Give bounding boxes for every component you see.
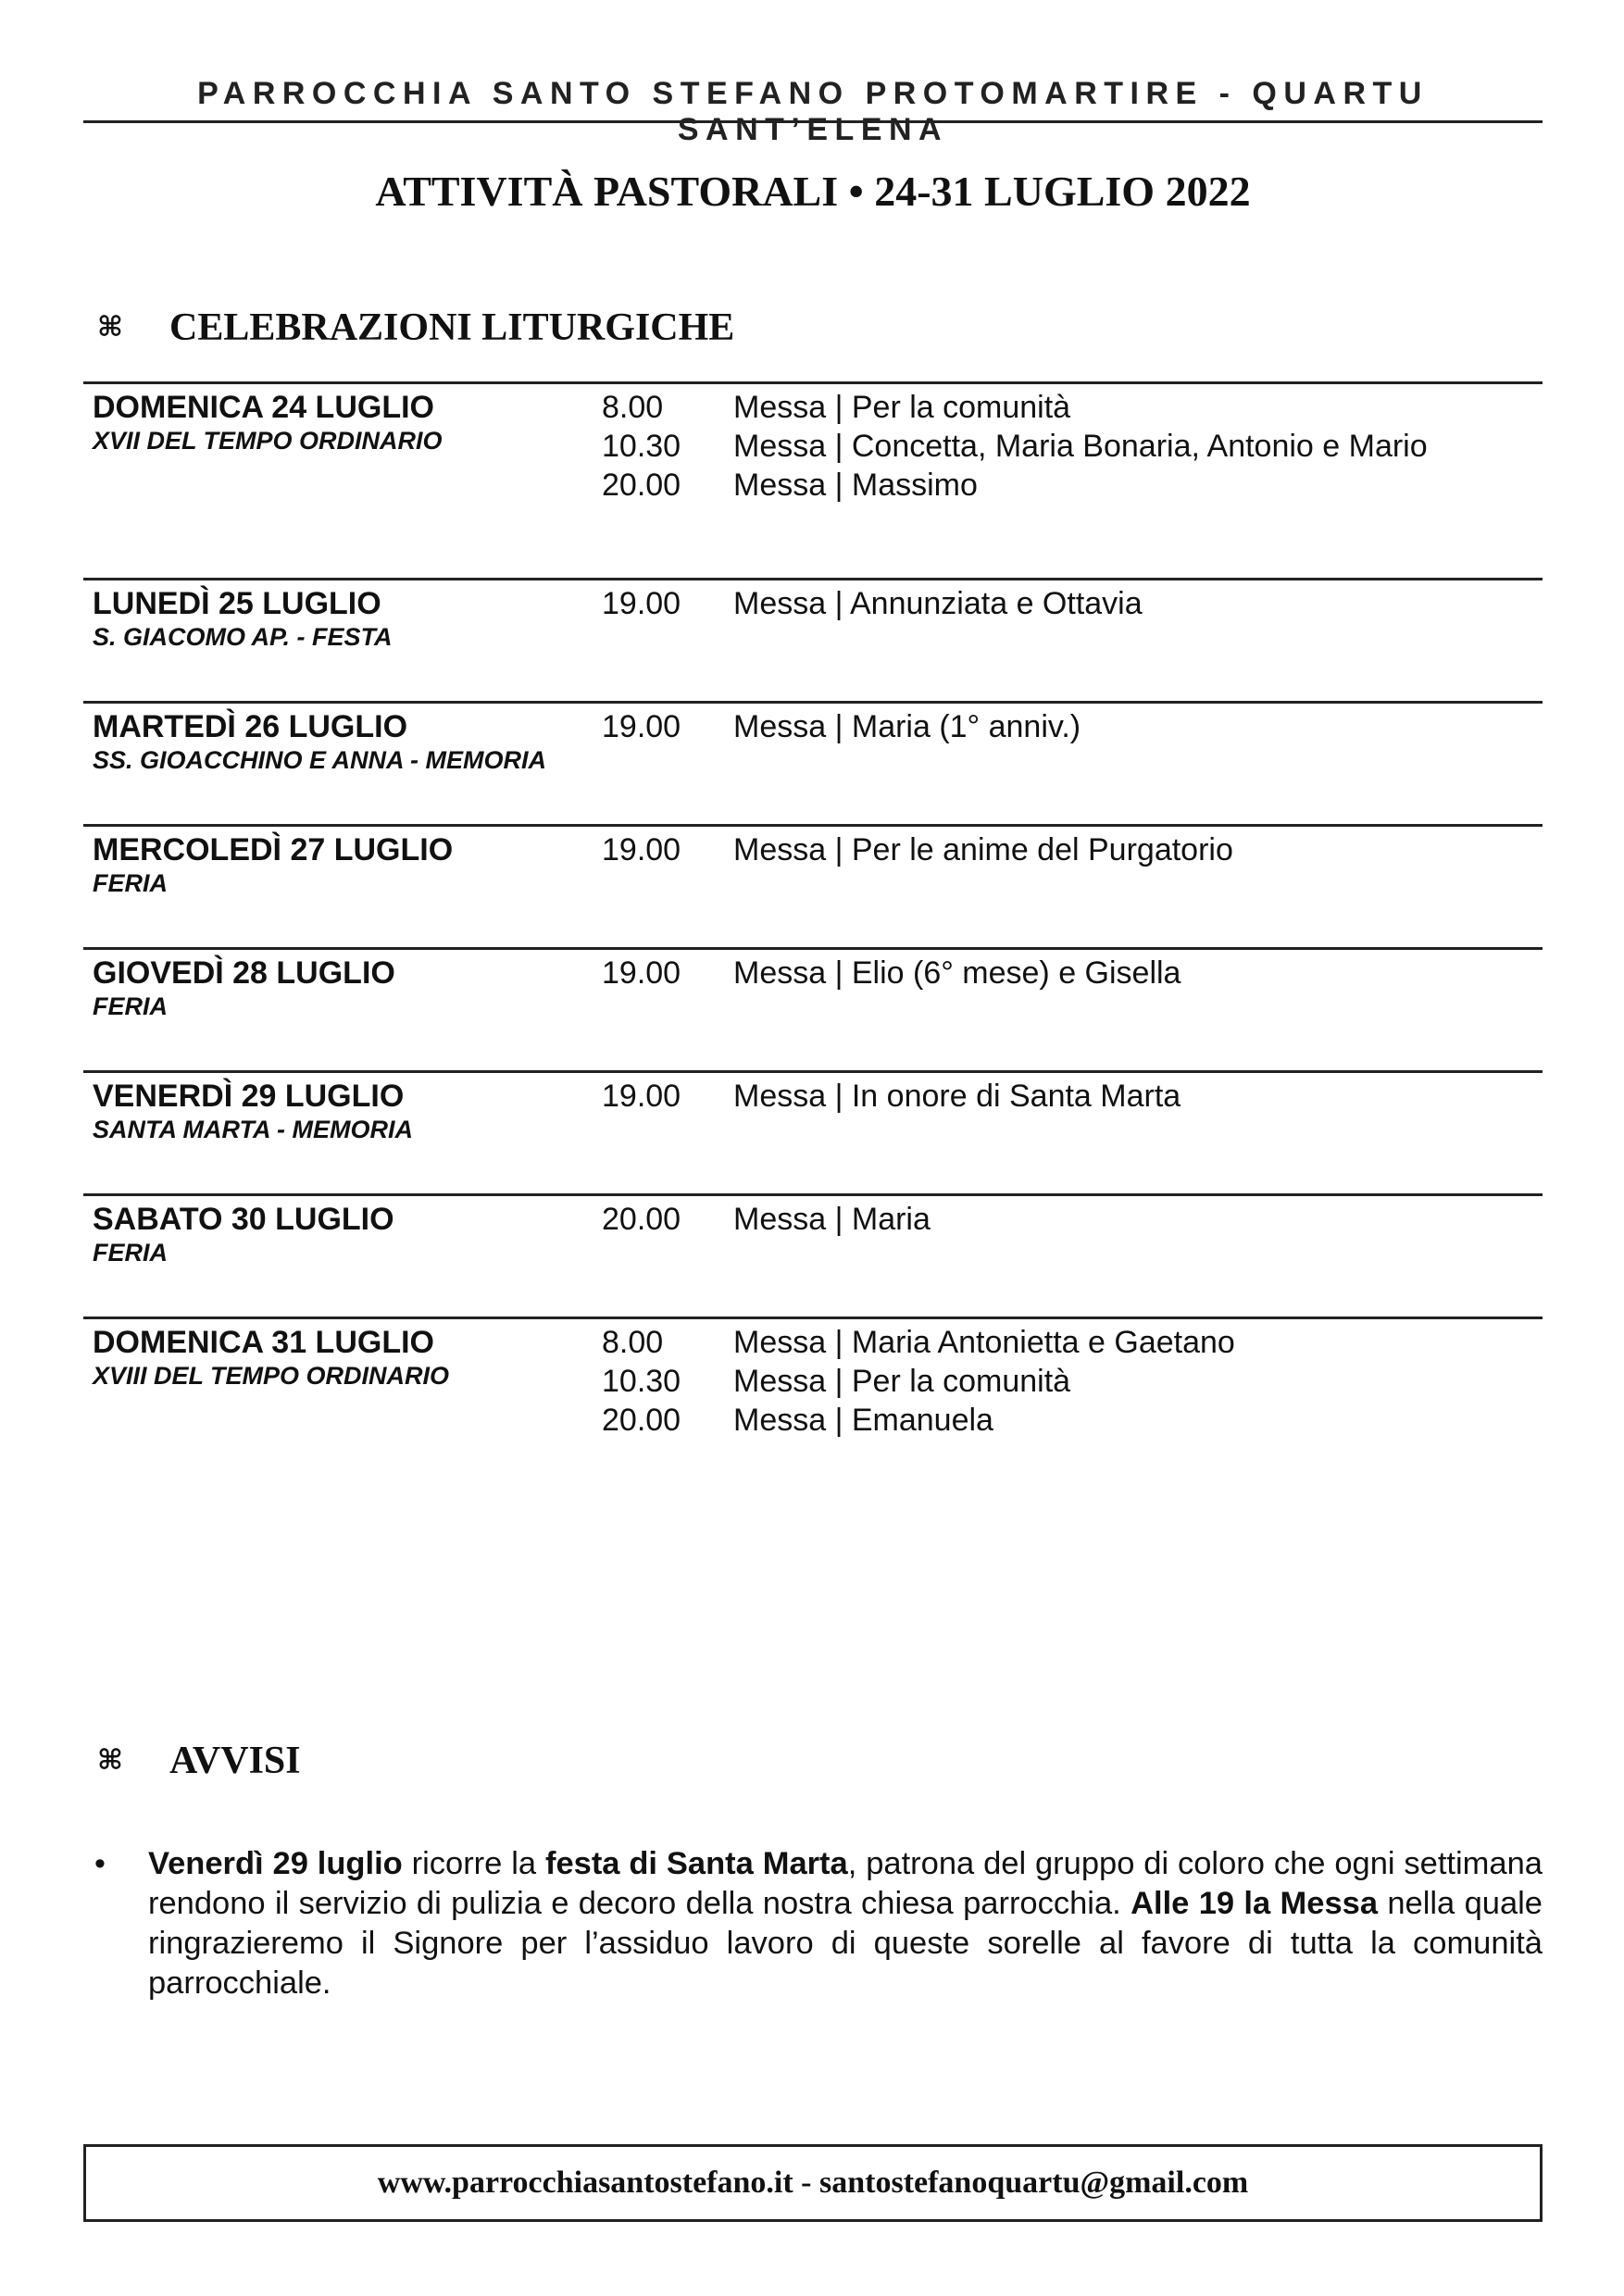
day-name: DOMENICA 24 LUGLIO [93, 390, 434, 425]
footer-contacts-box [83, 2144, 1543, 2222]
notices-section-heading [97, 1739, 301, 1783]
header-divider [83, 120, 1543, 123]
mass-time: 20.00 [602, 1202, 681, 1237]
liturgical-day-subtitle: FERIA [93, 1239, 168, 1267]
mass-intention: Messa | Emanuela [733, 1403, 993, 1438]
mass-intention: Messa | Maria Antonietta e Gaetano [733, 1325, 1235, 1360]
bullet-dot-icon: • [94, 1846, 106, 1881]
liturgical-day-subtitle: FERIA [93, 869, 168, 897]
bowtie-bullet-icon: ⌘ [97, 1745, 123, 1776]
notice-text: ricorre la [402, 1846, 545, 1881]
mass-intention: Messa | Massimo [733, 468, 978, 503]
mass-intention: Messa | Annunziata e Ottavia [733, 586, 1143, 621]
mass-intention: Messa | Per le anime del Purgatorio [733, 832, 1233, 867]
mass-time: 19.00 [602, 586, 681, 621]
day-block [83, 1316, 1543, 1477]
day-block [83, 824, 1543, 950]
day-name: SABATO 30 LUGLIO [93, 1202, 394, 1237]
notice-emphasis: Venerdì 29 luglio [148, 1846, 403, 1881]
bowtie-bullet-icon: ⌘ [97, 312, 123, 343]
liturgical-day-subtitle: XVIII DEL TEMPO ORDINARIO [93, 1362, 450, 1390]
mass-intention: Messa | In onore di Santa Marta [733, 1079, 1181, 1114]
mass-time: 10.30 [602, 1364, 681, 1399]
notice-item [93, 1844, 1543, 2003]
mass-intention: Messa | Per la comunità [733, 1364, 1071, 1399]
day-block [83, 578, 1543, 704]
mass-time: 20.00 [602, 1403, 681, 1438]
mass-intention: Messa | Per la comunità [733, 390, 1071, 425]
mass-time: 10.30 [602, 429, 681, 464]
notice-emphasis: Alle 19 la Messa [1131, 1886, 1379, 1921]
day-name: MARTEDÌ 26 LUGLIO [93, 709, 408, 744]
mass-time: 19.00 [602, 955, 681, 991]
mass-time: 8.00 [602, 1325, 664, 1360]
notice-emphasis: festa di Santa Marta [544, 1846, 848, 1881]
liturgy-section-heading [97, 306, 734, 350]
liturgical-day-subtitle: FERIA [93, 992, 168, 1020]
liturgy-section-title: CELEBRAZIONI LITURGICHE [169, 306, 735, 349]
notices-section-title: AVVISI [169, 1740, 301, 1782]
liturgical-day-subtitle: SS. GIOACCHINO E ANNA - MEMORIA [93, 746, 547, 774]
mass-intention: Messa | Maria [733, 1202, 931, 1237]
mass-time: 19.00 [602, 1079, 681, 1114]
notices-list [93, 1844, 1543, 2003]
day-name: LUNEDÌ 25 LUGLIO [93, 586, 381, 621]
day-name: MERCOLEDÌ 27 LUGLIO [93, 832, 454, 867]
day-block [83, 1193, 1543, 1319]
day-block [83, 701, 1543, 827]
page-title: ATTIVITÀ PASTORALI • 24-31 LUGLIO 2022 [375, 168, 1251, 215]
day-block [83, 947, 1543, 1073]
liturgical-day-subtitle: S. GIACOMO AP. - FESTA [93, 623, 393, 651]
notice-text: nella quale ringrazieremo il Signore per l’assiduo lavoro di queste sorelle al favore di tutta la comunità parrocchiale. [148, 1886, 1543, 2001]
day-block [83, 381, 1543, 580]
mass-time: 8.00 [602, 390, 664, 425]
day-name: DOMENICA 31 LUGLIO [93, 1325, 434, 1360]
mass-intention: Messa | Maria (1° anniv.) [733, 709, 1081, 744]
mass-time: 19.00 [602, 709, 681, 744]
notice-text: , patrona del gruppo di coloro che ogni settimana rendono il servizio di pulizia e decoro della nostra chiesa parrocchia. [148, 1846, 1543, 1921]
parish-header: PARROCCHIA SANTO STEFANO PROTOMARTIRE - QUARTU SANT’ELENA [197, 76, 1429, 147]
day-name: VENERDÌ 29 LUGLIO [93, 1079, 405, 1114]
day-block [83, 1070, 1543, 1196]
day-name: GIOVEDÌ 28 LUGLIO [93, 955, 395, 991]
mass-intention: Messa | Elio (6° mese) e Gisella [733, 955, 1181, 991]
footer-contacts: www.parrocchiasantostefano.it - santostefanoquartu@gmail.com [377, 2165, 1249, 2200]
mass-intention: Messa | Concetta, Maria Bonaria, Antonio e Mario [733, 429, 1428, 464]
mass-time: 20.00 [602, 468, 681, 503]
mass-time: 19.00 [602, 832, 681, 867]
liturgical-day-subtitle: SANTA MARTA - MEMORIA [93, 1116, 413, 1143]
liturgical-day-subtitle: XVII DEL TEMPO ORDINARIO [93, 427, 443, 455]
